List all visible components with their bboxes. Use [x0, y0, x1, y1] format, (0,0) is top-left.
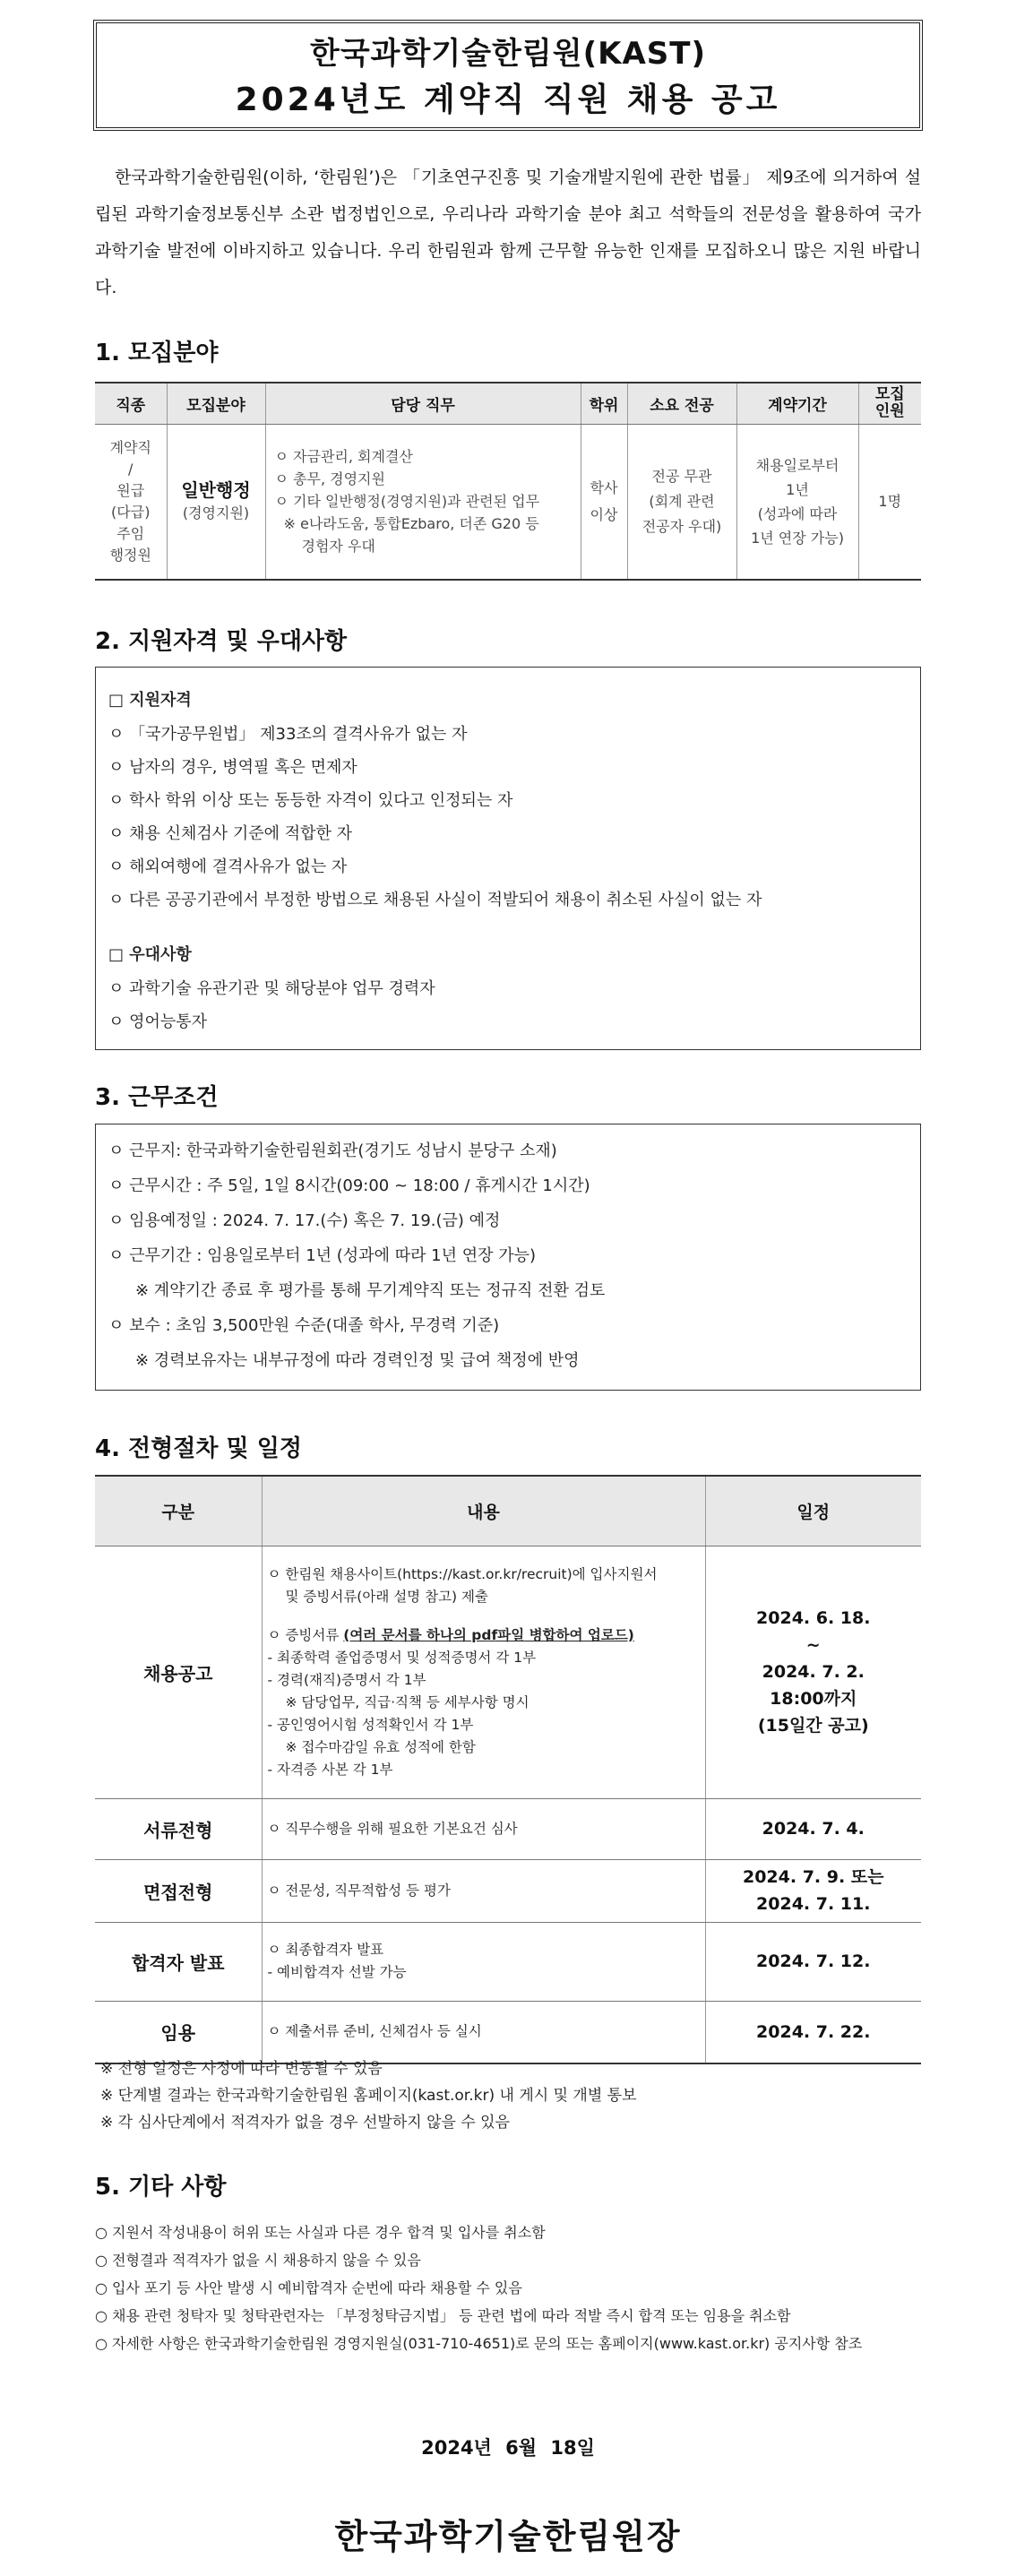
table-row [95, 424, 921, 580]
degree-cell: 학사 이상 [581, 424, 627, 580]
section4-heading: 4. 전형절차 및 일정 [95, 1435, 302, 1462]
stage-cell: 채용공고 [95, 1546, 262, 1798]
intro-paragraph: 한국과학기술한림원(이하, ‘한림원’)은 「기초연구진흥 및 기술개발지원에 관한 법률」 제9조에 의거하여 설립된 과학기술정보통신부 소관 법정법인으로, 우리나라 과학기술 분야 최고 석학들의 전문성을 활용하여 국가 과학기술 발전에 이바지하고 있습니다. 우리 한림원과 함께 근무할 유능한 인재를 모집하오니 많은 지원 바랍니다. [95, 168, 921, 297]
duty-item: ㅇ 자금관리, 회계결산 [274, 448, 413, 466]
schedule-notes [100, 2055, 637, 2136]
section1-heading: 1. 모집분야 [95, 340, 219, 366]
stage-cell: 임용 [95, 2001, 262, 2063]
col-field: 모집분야 [167, 383, 265, 424]
date-line: (15일간 공고) [757, 1716, 869, 1736]
notice-title: 2024년도 계약직 직원 채용 공고 [235, 82, 781, 118]
list-item: ㅇ 학사 학위 이상 또는 동등한 자격이 있다고 인정되는 자 [108, 791, 513, 810]
duty-item: ㅇ 총무, 경영지원 [274, 470, 385, 488]
list-item: ㅇ 근무시간 : 주 5일, 1일 8시간(09:00 ~ 18:00 / 휴게시간 1시간) [108, 1176, 590, 1195]
content-line: ㅇ 전문성, 직무적합성 등 평가 [267, 1882, 451, 1899]
list-item: ㅇ 채용 신체검사 기준에 적합한 자 [108, 824, 353, 843]
qual-heading: □ 지원자격 [108, 691, 192, 710]
duty-item: ㅇ 기타 일반행정(경영지원)과 관련된 업무 [274, 493, 540, 511]
date-line: 2024. 6. 18. [756, 1608, 871, 1628]
content-line: ㅇ 최종합격자 발표 [267, 1942, 384, 1958]
list-note: ※ 경력보유자는 내부규정에 따라 경력인정 및 급여 책정에 반영 [135, 1351, 580, 1370]
stage-cell: 면접전형 [95, 1859, 262, 1922]
content-line: - 경력(재직)증명서 각 1부 [267, 1671, 426, 1688]
col-period: 계약기간 [736, 383, 858, 424]
count-cell: 1명 [858, 424, 921, 580]
notice-date: 2024년 6월 18일 [421, 2437, 595, 2459]
section3-heading: 3. 근무조건 [95, 1084, 219, 1111]
list-note: ※ 계약기간 종료 후 평가를 통해 무기계약직 또는 정규직 전환 검토 [135, 1281, 606, 1300]
list-item: ㅇ 과학기술 유관기관 및 해당분야 업무 경력자 [108, 979, 435, 998]
col-date: 일정 [705, 1476, 921, 1546]
list-item: ○ 입사 포기 등 사안 발생 시 예비합격자 순번에 따라 채용할 수 있음 [95, 2279, 522, 2296]
job-type-cell: 계약직 / 원급 (다급) 주임 행정원 [95, 424, 167, 580]
date-line: 18:00까지 [770, 1689, 857, 1709]
signer-name: 한국과학기술한림원장 [334, 2517, 682, 2556]
list-item: ㅇ 「국가공무원법」 제33조의 결격사유가 없는 자 [108, 725, 468, 744]
field-sub: (경영지원) [182, 504, 250, 521]
content-spacer [268, 1608, 700, 1624]
note-line: ※ 각 심사단계에서 적격자가 없을 경우 선발하지 않을 수 있음 [100, 2114, 511, 2132]
table-row [95, 1546, 921, 1798]
date-line: 2024. 7. 12. [756, 1951, 871, 1971]
content-cell [262, 1859, 705, 1922]
content-line: ㅇ 한림원 채용사이트(https://kast.or.kr/recruit)에 입사지원서 [267, 1565, 658, 1582]
content-text: ㅇ 증빙서류 [267, 1626, 344, 1643]
list-item: ㅇ 다른 공공기관에서 부정한 방법으로 채용된 사실이 적발되어 채용이 취소된 사실이 없는 자 [108, 891, 762, 909]
date-line: 2024. 7. 2. [762, 1662, 865, 1682]
stage-cell: 합격자 발표 [95, 1922, 262, 2001]
recruit-table-header [95, 383, 921, 424]
date-line: 2024. 7. 22. [756, 2021, 871, 2042]
content-emphasis: (여러 문서를 하나의 pdf파일 병합하여 업로드) [343, 1626, 634, 1643]
qualification-box [95, 667, 921, 1050]
list-item: ㅇ 근무기간 : 임용일로부터 1년 (성과에 따라 1년 연장 가능) [108, 1246, 537, 1265]
list-item: ㅇ 해외여행에 결격사유가 없는 자 [108, 857, 348, 876]
col-content: 내용 [262, 1476, 705, 1546]
section5-heading: 5. 기타 사항 [95, 2174, 227, 2201]
list-item: ○ 전형결과 적격자가 없을 시 채용하지 않을 수 있음 [95, 2252, 421, 2269]
schedule-table [95, 1475, 921, 2064]
table-row [95, 1922, 921, 2001]
content-line: ※ 접수마감일 유효 성적에 한함 [285, 1738, 476, 1755]
content-cell [262, 2001, 705, 2063]
content-line: ㅇ 제출서류 준비, 신체검사 등 실시 [267, 2023, 482, 2040]
schedule-table-header [95, 1476, 921, 1546]
major-cell: 전공 무관 (회계 관련 전공자 우대) [627, 424, 736, 580]
table-row [95, 1859, 921, 1922]
duties-cell [265, 424, 581, 580]
content-cell [262, 1922, 705, 2001]
note-line: ※ 전형 일정은 사정에 따라 변동될 수 있음 [100, 2060, 383, 2078]
field-cell [167, 424, 265, 580]
content-line: ㅇ 직무수행을 위해 필요한 기본요건 심사 [267, 1820, 518, 1837]
title-box [93, 20, 923, 131]
col-degree: 학위 [581, 383, 627, 424]
table-row [95, 1798, 921, 1859]
recruit-table [95, 382, 921, 581]
list-item: ○ 지원서 작성내용이 허위 또는 사실과 다른 경우 합격 및 입사를 취소함 [95, 2224, 546, 2241]
list-item: ㅇ 임용예정일 : 2024. 7. 17.(수) 혹은 7. 19.(금) 예정 [108, 1211, 501, 1230]
content-cell [262, 1546, 705, 1798]
col-stage: 구분 [95, 1476, 262, 1546]
content-cell [262, 1798, 705, 1859]
col-major: 소요 전공 [627, 383, 736, 424]
org-title: 한국과학기술한림원(KAST) [309, 36, 706, 72]
list-item: ㅇ 보수 : 초임 3,500만원 수준(대졸 학사, 무경력 기준) [108, 1316, 500, 1335]
col-duties: 담당 직무 [265, 383, 581, 424]
content-line: 및 증빙서류(아래 설명 참고) 제출 [285, 1588, 488, 1605]
content-line: - 최종학력 졸업증명서 및 성적증명서 각 1부 [267, 1649, 537, 1666]
date-line: 2024. 7. 4. [762, 1819, 865, 1839]
stage-cell: 서류전형 [95, 1798, 262, 1859]
date-line: 2024. 7. 11. [756, 1894, 871, 1914]
date-cell [705, 1546, 921, 1798]
content-line [268, 1624, 700, 1647]
content-line: - 예비합격자 선발 가능 [267, 1964, 407, 1980]
col-job-type: 직종 [95, 383, 167, 424]
content-line: - 자격증 사본 각 1부 [267, 1761, 393, 1778]
content-line: ※ 담당업무, 직급·직책 등 세부사항 명시 [285, 1693, 530, 1710]
conditions-box [95, 1124, 921, 1391]
list-item: ㅇ 근무지: 한국과학기술한림원회관(경기도 성남시 분당구 소재) [108, 1142, 557, 1160]
content-line: - 공인영어시험 성적확인서 각 1부 [267, 1716, 474, 1733]
duty-note: 경험자 우대 [301, 538, 375, 556]
note-line: ※ 단계별 결과는 한국과학기술한림원 홈페이지(kast.or.kr) 내 게시 및 개별 통보 [100, 2087, 637, 2105]
list-item: ○ 채용 관련 청탁자 및 청탁관련자는 「부정청탁금지법」 등 관련 법에 따라 적발 즉시 합격 또는 임용을 취소함 [95, 2307, 791, 2324]
col-count: 모집 인원 [858, 383, 921, 424]
list-item: ㅇ 영어능통자 [108, 1012, 208, 1031]
other-notes [95, 2218, 862, 2357]
date-cell [705, 2001, 921, 2063]
duty-note: ※ e나라도움, 통합Ezbaro, 더존 G20 등 [283, 515, 539, 533]
date-cell [705, 1859, 921, 1922]
pref-heading: □ 우대사항 [108, 945, 192, 964]
list-item: ○ 자세한 사항은 한국과학기술한림원 경영지원실(031-710-4651)로 문의 또는 홈페이지(www.kast.or.kr) 공지사항 참조 [95, 2335, 863, 2352]
date-line: 2024. 7. 9. 또는 [742, 1867, 884, 1887]
list-item: ㅇ 남자의 경우, 병역필 혹은 면제자 [108, 758, 357, 777]
date-line: ~ [805, 1635, 821, 1655]
date-cell [705, 1798, 921, 1859]
period-cell: 채용일로부터 1년 (성과에 따라 1년 연장 가능) [736, 424, 858, 580]
date-cell [705, 1922, 921, 2001]
section2-heading: 2. 지원자격 및 우대사항 [95, 628, 348, 655]
table-row [95, 2001, 921, 2063]
field-main: 일반행정 [181, 478, 251, 501]
